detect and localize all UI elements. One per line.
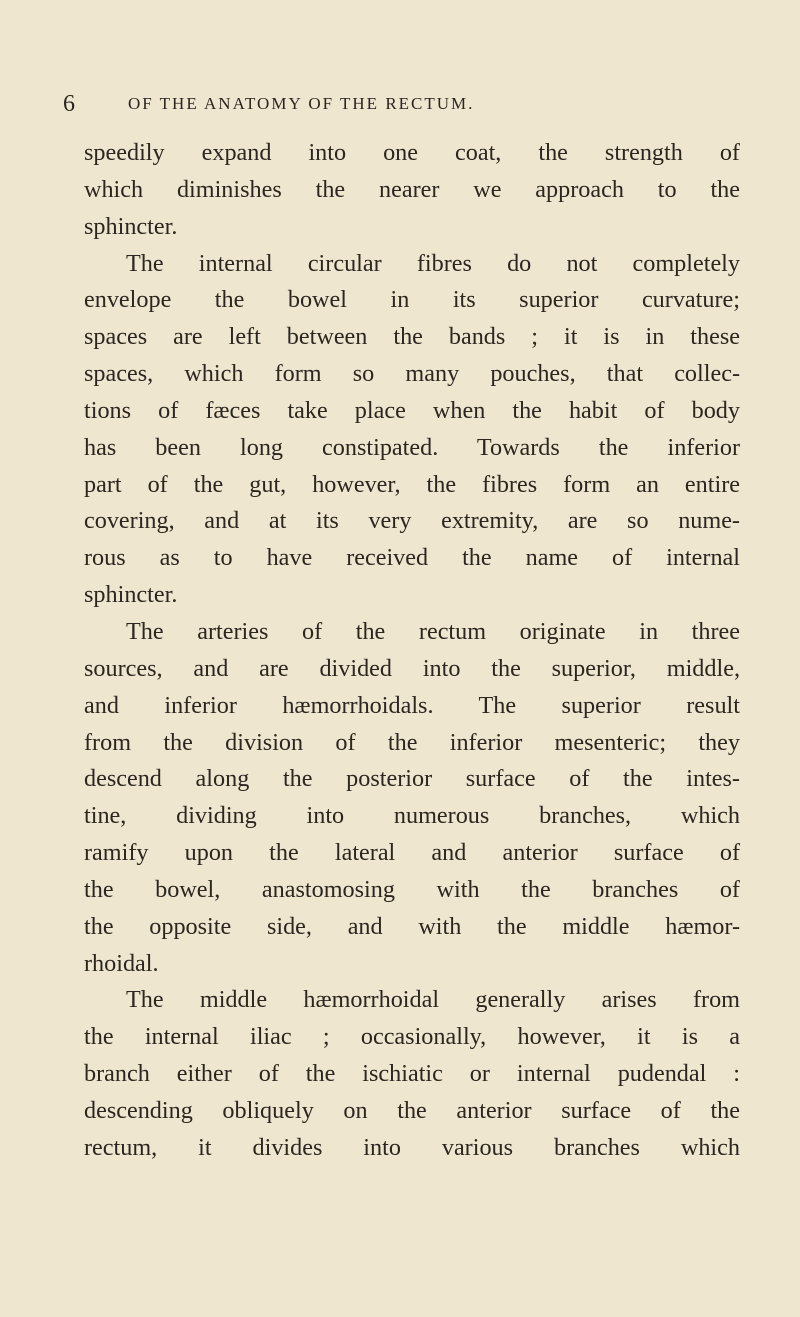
- text-line: sources, and are divided into the superior, middle,: [84, 654, 740, 682]
- text-line: sphincter.: [84, 581, 178, 609]
- text-line: rous as to have received the name of internal: [84, 544, 740, 572]
- text-line: has been long constipated. Towards the inferior: [84, 433, 740, 461]
- text-line: and inferior hæmorrhoidals. The superior result: [84, 691, 740, 719]
- text-line: the internal iliac ; occasionally, however, it is a: [84, 1023, 740, 1051]
- text-line: envelope the bowel in its superior curvature;: [84, 286, 740, 314]
- text-line: part of the gut, however, the fibres form an entire: [84, 470, 740, 498]
- text-line: spaces, which form so many pouches, that collec-: [84, 360, 740, 388]
- text-line: the opposite side, and with the middle hæmor-: [84, 912, 740, 940]
- body-text: [84, 135, 740, 1167]
- text-line: from the division of the inferior mesenteric; they: [84, 728, 740, 756]
- text-line: spaces are left between the bands ; it is in these: [84, 323, 740, 351]
- text-line: The arteries of the rectum originate in three: [126, 617, 740, 645]
- text-line: speedily expand into one coat, the strength of: [84, 139, 740, 166]
- page-header: [63, 88, 743, 120]
- text-line: the bowel, anastomosing with the branches of: [84, 875, 740, 903]
- text-line: covering, and at its very extremity, are so nume-: [84, 507, 740, 535]
- text-line: The internal circular fibres do not completely: [126, 249, 740, 277]
- text-line: which diminishes the nearer we approach to the: [84, 175, 740, 203]
- text-line: The middle hæmorrhoidal generally arises from: [126, 986, 740, 1014]
- text-line: rectum, it divides into various branches which: [84, 1133, 740, 1161]
- page-number: 6: [63, 91, 75, 117]
- running-title: OF THE ANATOMY OF THE RECTUM.: [128, 94, 475, 113]
- text-line: descend along the posterior surface of the intes-: [84, 765, 740, 793]
- text-line: tions of fæces take place when the habit of body: [84, 396, 740, 424]
- text-line: rhoidal.: [84, 949, 159, 977]
- text-line: descending obliquely on the anterior surface of the: [84, 1096, 740, 1124]
- text-line: sphincter.: [84, 212, 178, 240]
- text-line: branch either of the ischiatic or internal pudendal :: [84, 1060, 740, 1088]
- text-line: ramify upon the lateral and anterior surface of: [84, 839, 740, 867]
- text-line: tine, dividing into numerous branches, which: [84, 802, 740, 830]
